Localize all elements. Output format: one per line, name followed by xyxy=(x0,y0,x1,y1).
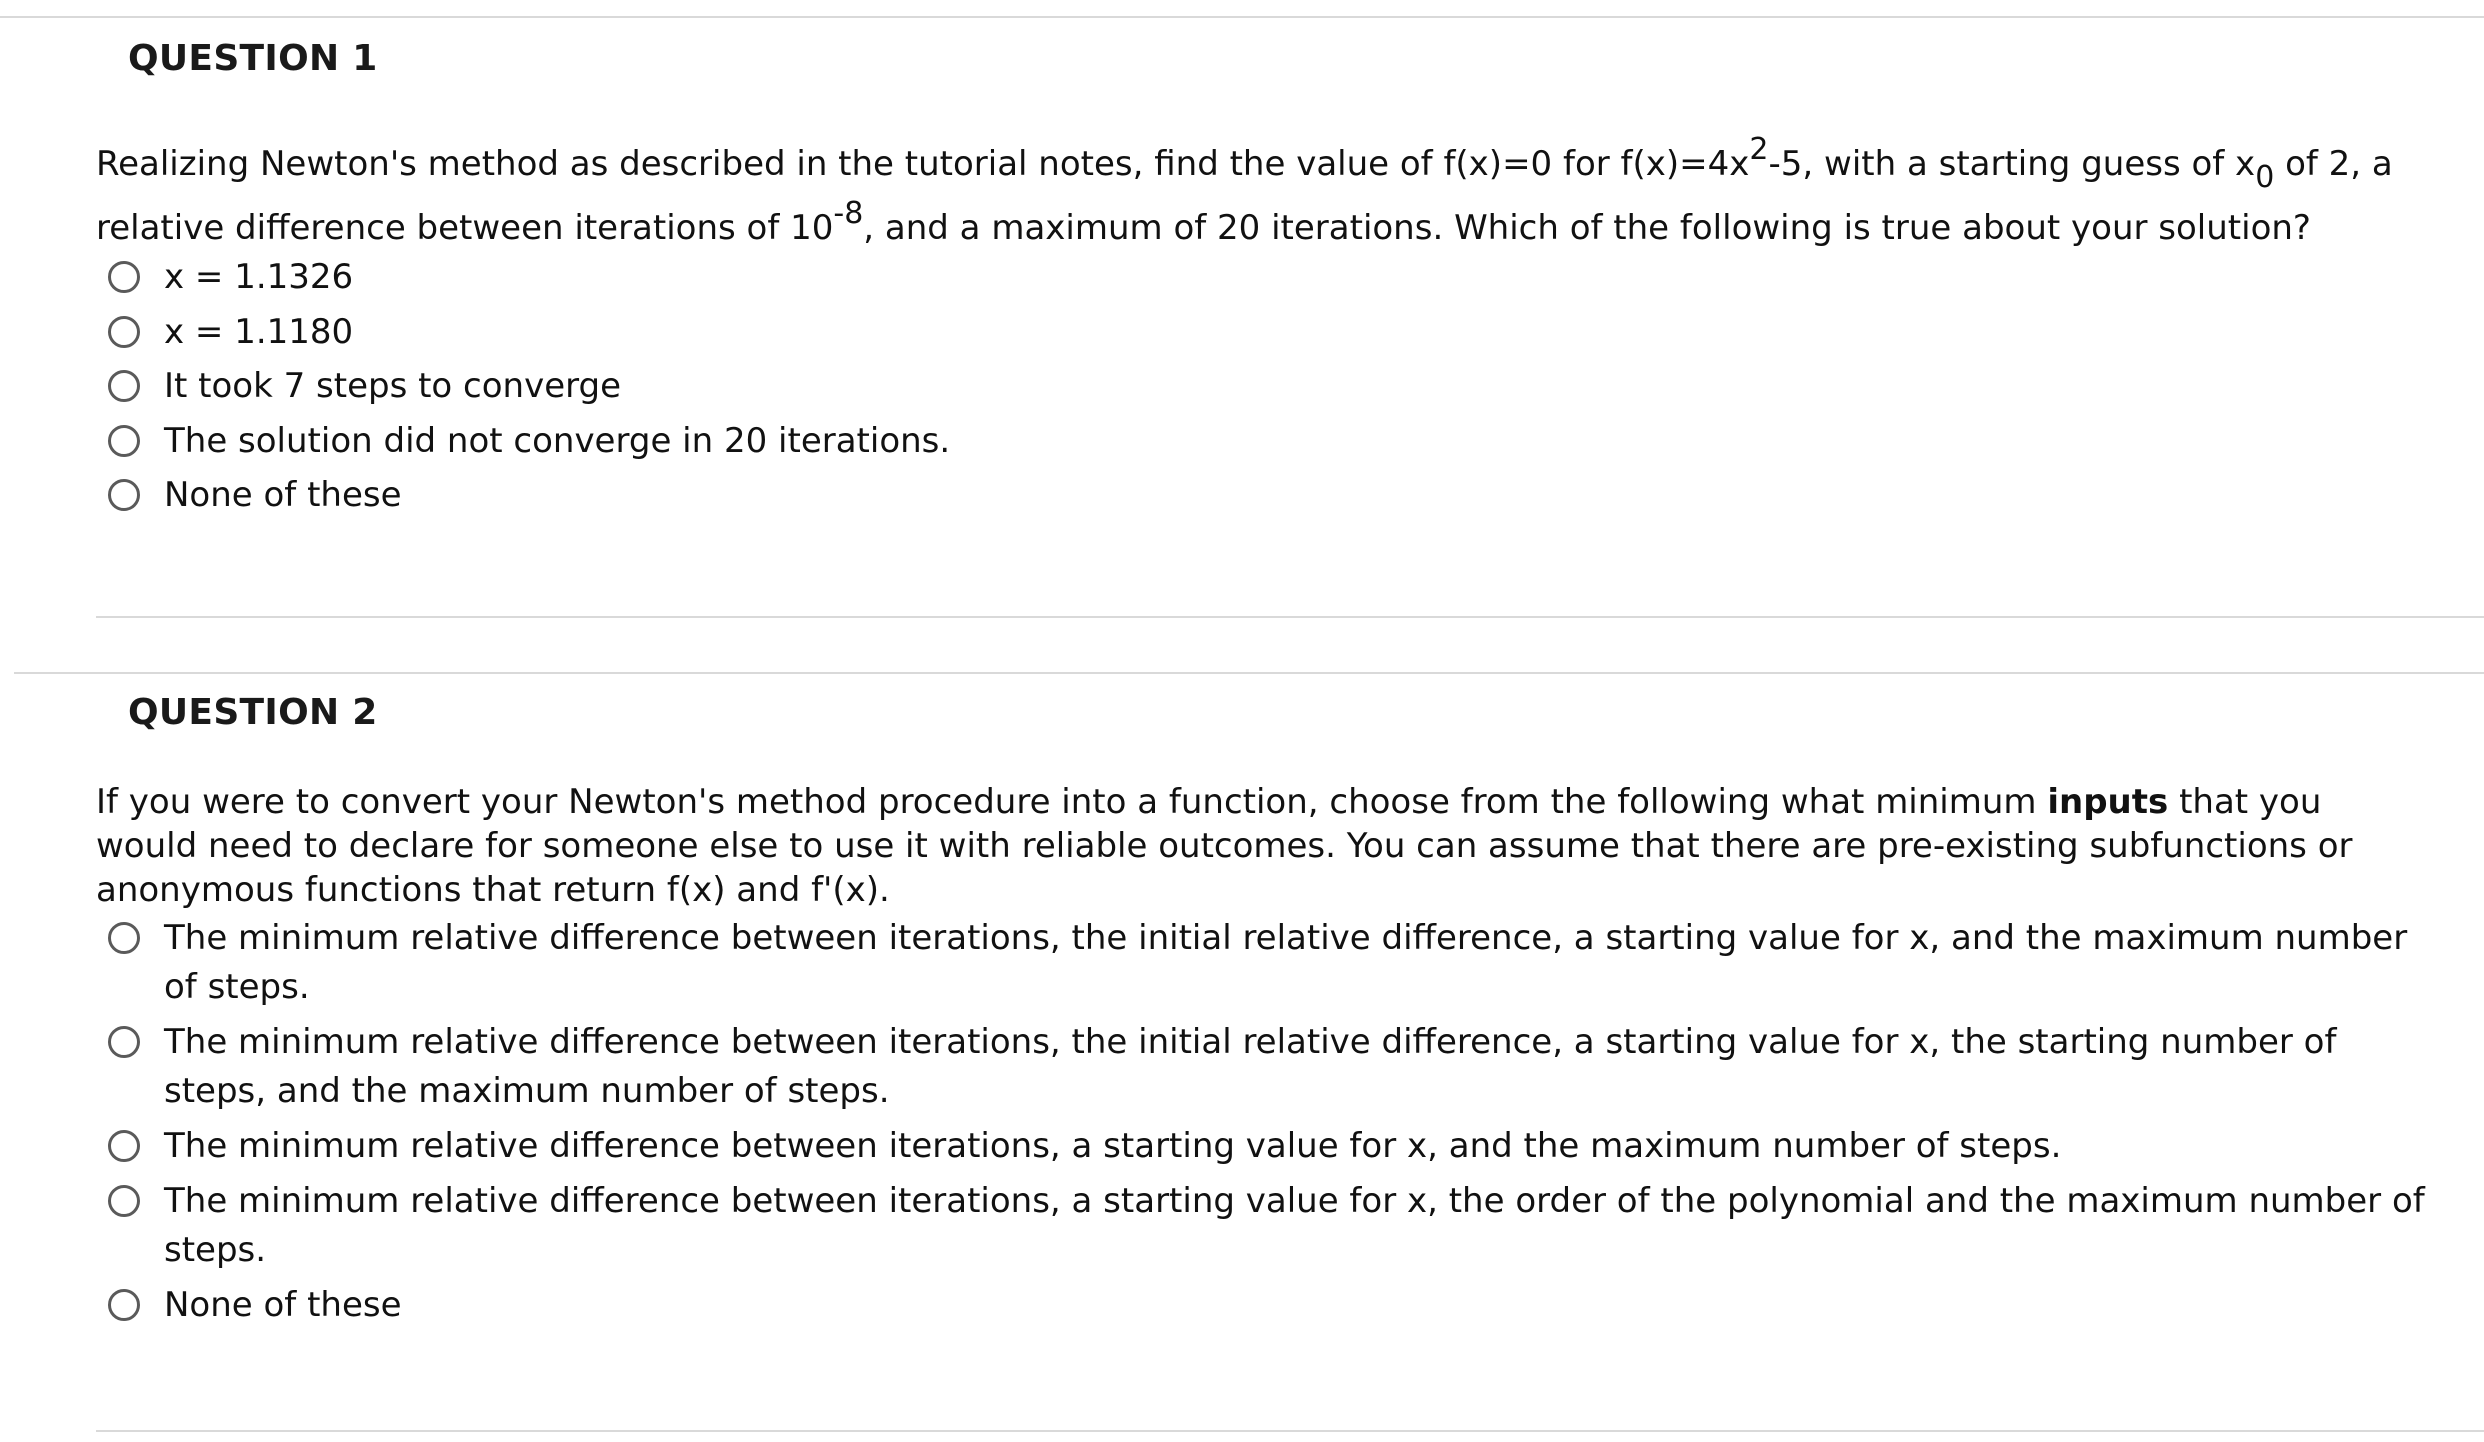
radio-button[interactable] xyxy=(108,1130,140,1162)
answer-option-label: x = 1.1180 xyxy=(164,311,354,352)
answer-option-label: The minimum relative difference between iterations, a starting value for x, the order of the polynomial and the maximum number of steps. xyxy=(164,1181,2425,1270)
prompt-text: that you would need to declare for someone else to use it with reliable outcomes. You can assume that there are pre-existing subfunctions or anonymous functions that return f(x) and f'(x). xyxy=(96,782,2353,910)
answer-option[interactable] xyxy=(108,305,2438,360)
prompt-text: Realizing Newton's method as described in the tutorial notes, find the value of f(x)=0 for f(x)=4x xyxy=(96,144,1750,184)
answer-option[interactable] xyxy=(108,1122,2438,1171)
prompt-bold-text: inputs xyxy=(2047,782,2169,822)
answer-options xyxy=(108,914,2438,1336)
prompt-superscript: 2 xyxy=(1749,131,1769,167)
answer-option-label: The minimum relative difference between iterations, the initial relative difference, a starting value for x, and the maximum number of steps. xyxy=(164,918,2408,1007)
answer-option[interactable] xyxy=(108,914,2438,1012)
answer-option-label: It took 7 steps to converge xyxy=(164,366,622,406)
radio-button[interactable] xyxy=(108,479,140,511)
answer-option-label: The minimum relative difference between iterations, the initial relative difference, a starting value for x, the starting number of steps, and the maximum number of steps. xyxy=(164,1022,2337,1111)
prompt-text: of 2, a relative difference between iterations of 10 xyxy=(96,144,2393,248)
answer-option[interactable] xyxy=(108,1177,2438,1275)
question-title: QUESTION 1 xyxy=(128,38,378,79)
answer-option-label: None of these xyxy=(164,1285,402,1325)
radio-button[interactable] xyxy=(108,261,140,293)
answer-option[interactable] xyxy=(108,1281,2438,1330)
prompt-text: If you were to convert your Newton's method procedure into a function, choose from the following what minimum xyxy=(96,782,2048,822)
prompt-text: -5, with a starting guess of x xyxy=(1768,144,2256,184)
radio-button[interactable] xyxy=(108,922,140,954)
prompt-superscript: -8 xyxy=(833,195,864,231)
prompt-text: , and a maximum of 20 iterations. Which of the following is true about your solution? xyxy=(863,208,2311,248)
question-divider xyxy=(96,1430,2484,1432)
answer-option[interactable] xyxy=(108,1018,2438,1116)
question-divider xyxy=(96,616,2484,618)
answer-option-label: x = 1.1326 xyxy=(164,257,354,297)
radio-button[interactable] xyxy=(108,316,140,348)
radio-button[interactable] xyxy=(108,1289,140,1321)
question-prompt xyxy=(96,132,2426,260)
answer-option-label: None of these xyxy=(164,475,402,515)
question-title: QUESTION 2 xyxy=(128,692,378,733)
answer-option-label: The minimum relative difference between iterations, a starting value for x, and the maximum number of steps. xyxy=(164,1126,2062,1166)
answer-option-label: The solution did not converge in 20 iterations. xyxy=(164,420,951,461)
answer-option[interactable] xyxy=(108,359,2438,414)
answer-option[interactable] xyxy=(108,250,2438,305)
question-prompt xyxy=(96,780,2426,912)
answer-option[interactable] xyxy=(108,468,2438,523)
radio-button[interactable] xyxy=(108,370,140,402)
answer-option[interactable] xyxy=(108,414,2438,469)
radio-button[interactable] xyxy=(108,425,140,457)
radio-button[interactable] xyxy=(108,1026,140,1058)
section-divider xyxy=(14,672,2484,674)
answer-options xyxy=(108,250,2438,523)
prompt-subscript: 0 xyxy=(2255,159,2275,195)
top-divider xyxy=(0,16,2484,18)
radio-button[interactable] xyxy=(108,1185,140,1217)
